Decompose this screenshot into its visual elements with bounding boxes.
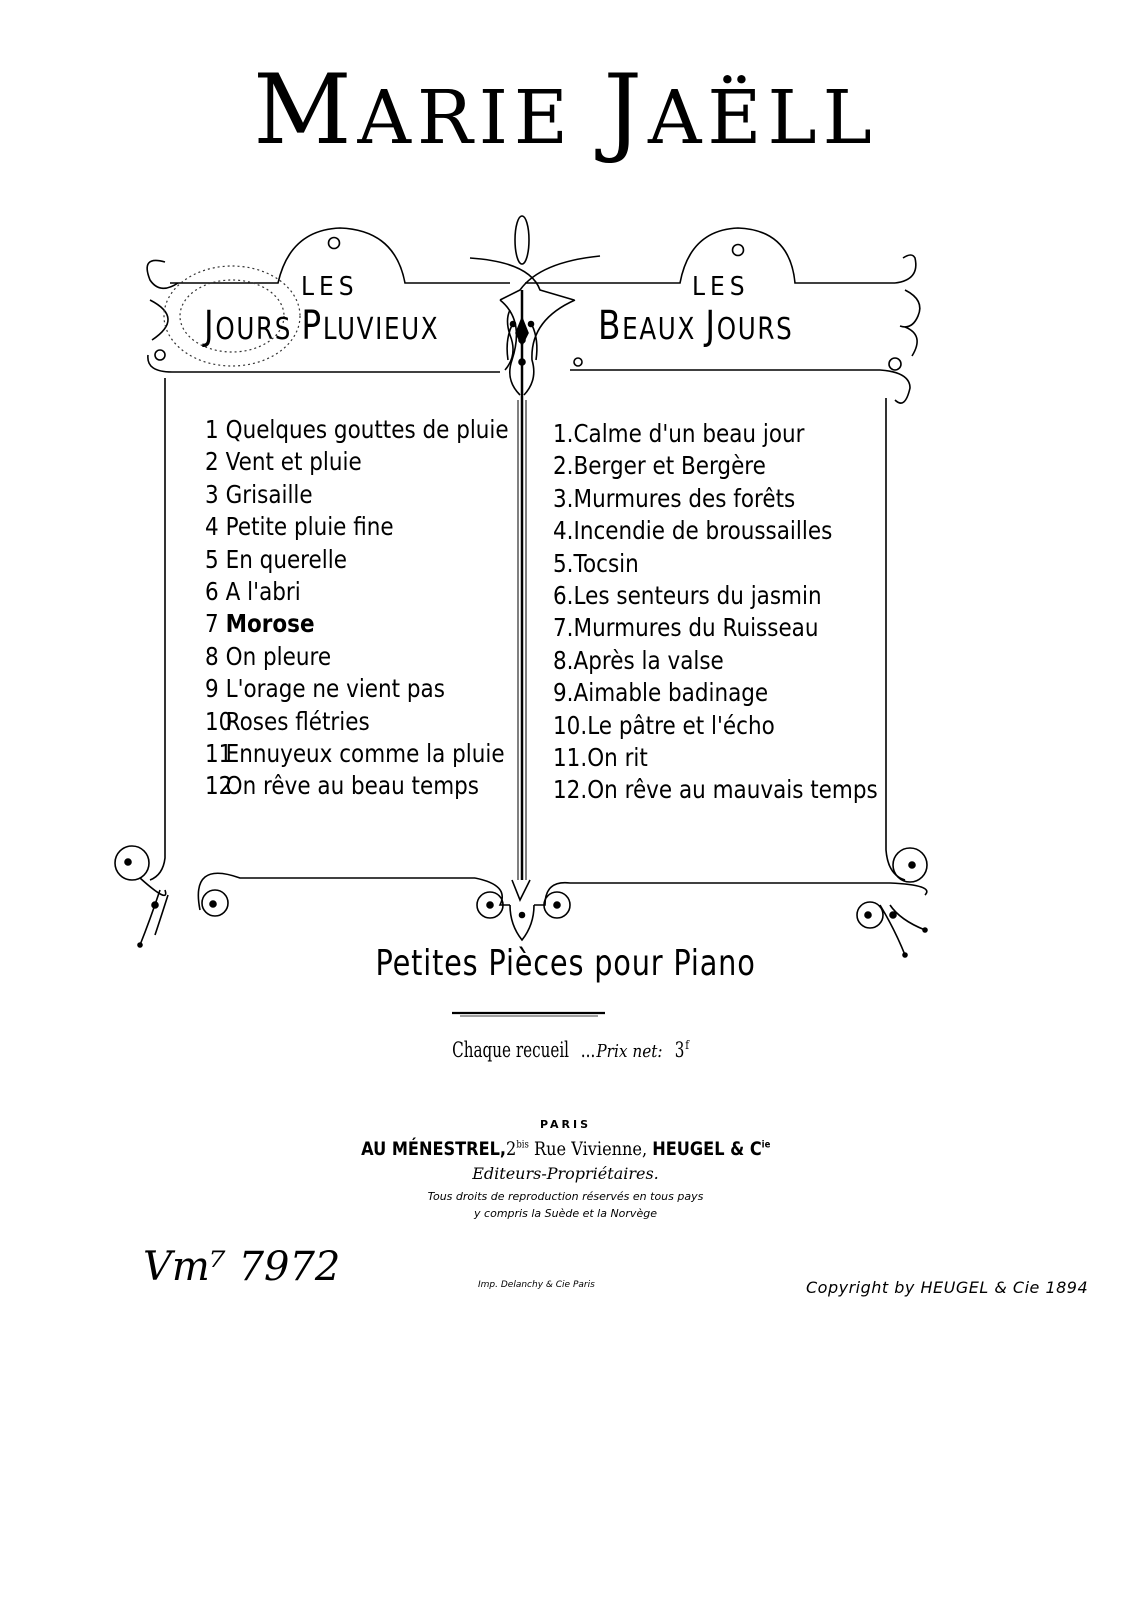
list-item: 10 Roses flétries [205,706,370,736]
list-item: 7. Murmures du Ruisseau [553,613,819,643]
imprint-rights-line2: y compris la Suède et la Norvège [474,1207,657,1220]
subtitle: Petites Pièces pour Piano [375,943,756,984]
list-item: 12 On rêve au beau temps [205,771,480,801]
right-collection-les: LES [692,272,750,302]
list-item: 2. Berger et Bergère [553,451,766,481]
list-item: 4 Petite pluie fine [205,512,394,542]
list-item: 1 Quelques gouttes de pluie [205,415,509,444]
right-piece-list [553,418,931,807]
list-item: 7 Morose [205,609,315,639]
list-item: 11. On rit [553,742,648,772]
imprint-rights-line1: Tous droits de reproduction réservés en tous pays [427,1190,704,1203]
left-piece-list [205,414,558,803]
list-item: 8. Après la valse [553,645,724,675]
imprint-editeurs: Editeurs-Propriétaires. [472,1164,659,1183]
composer-name: MARIE JAËLL [253,54,878,166]
price-line: Chaque recueil ...Prix net: 3$^f$ [452,1038,690,1062]
list-item: 1. Calme d'un beau jour [553,419,805,448]
list-item: 2 Vent et pluie [205,447,362,477]
list-item: 3 Grisaille [205,479,313,509]
copyright-notice: Copyright by HEUGEL & Cie 1894 [806,1278,1089,1297]
imprint-publisher: AU $MÉNESTREL,2^{bis}$ Rue Vivienne, HEUGEL & $C^{ie}$ [360,1138,771,1160]
imprint-city: PARIS [539,1118,592,1131]
list-item: 12. On rêve au mauvais temps [553,775,878,805]
list-item: 4. Incendie de broussailles [553,516,833,546]
list-item: 5. Tocsin [553,548,639,578]
list-item: 6 A l'abri [205,576,301,606]
list-item: 5 En querelle [205,544,347,574]
list-item: 10. Le pâtre et l'écho [553,710,775,740]
list-item: 8 On pleure [205,641,332,671]
list-item: 11 Ennuyeux comme la pluie [205,738,505,768]
list-item: 6. Les senteurs du jasmin [553,580,822,610]
left-collection-title: JOURS PLUVIEUX [204,303,440,349]
left-collection-les: LES [301,272,359,302]
list-item: 3. Murmures des forêts [553,483,796,513]
printer-credit: Imp. Delanchy & Cie Paris [478,1280,595,1290]
list-item: 9. Aimable badinage [553,678,769,708]
right-collection-title: BEAUX JOURS [598,303,794,349]
list-item: 9 L'orage ne vient pas [205,674,445,704]
library-call-number: Vm⁷ 7972 [143,1244,341,1290]
